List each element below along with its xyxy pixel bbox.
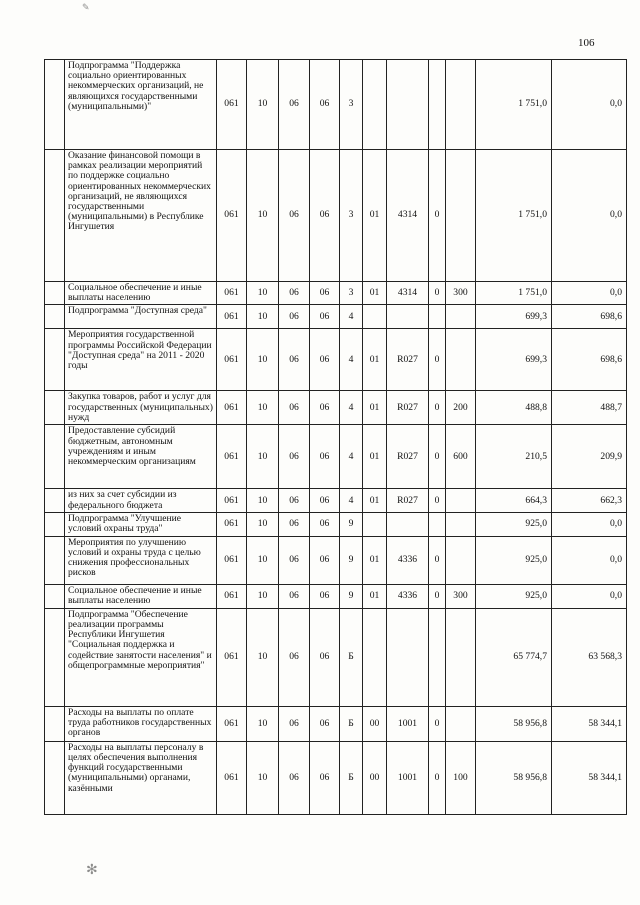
code-cell-c9: 600 <box>446 425 476 489</box>
code-cell-c6: 01 <box>363 150 387 282</box>
amount-cell-v2: 488,7 <box>552 391 627 425</box>
table-row <box>45 282 627 305</box>
blank-cell <box>45 512 65 536</box>
code-cell-c6: 01 <box>363 282 387 305</box>
code-cell-c5: 4 <box>340 489 363 512</box>
code-cell-c6: 01 <box>363 489 387 512</box>
code-cell-c1: 061 <box>217 282 247 305</box>
code-cell-c9: 300 <box>446 584 476 608</box>
item-name-cell: Закупка товаров, работ и услуг для государственных (муниципальных) нужд <box>65 391 217 425</box>
code-cell-c3: 06 <box>279 305 310 329</box>
blank-cell <box>45 536 65 584</box>
table-row <box>45 391 627 425</box>
code-cell-c7 <box>387 305 429 329</box>
item-name-cell: Подпрограмма "Улучшение условий охраны труда" <box>65 512 217 536</box>
code-cell-c3: 06 <box>279 584 310 608</box>
code-cell-c1: 061 <box>217 489 247 512</box>
code-cell-c1: 061 <box>217 584 247 608</box>
code-cell-c9: 200 <box>446 391 476 425</box>
code-cell-c7 <box>387 512 429 536</box>
code-cell-c6 <box>363 305 387 329</box>
amount-cell-v2: 58 344,1 <box>552 706 627 741</box>
code-cell-c8: 0 <box>429 536 446 584</box>
code-cell-c6 <box>363 608 387 706</box>
table-row <box>45 706 627 741</box>
code-cell-c9: 300 <box>446 282 476 305</box>
code-cell-c2: 10 <box>247 282 279 305</box>
code-cell-c8: 0 <box>429 489 446 512</box>
code-cell-c3: 06 <box>279 741 310 814</box>
table-row <box>45 512 627 536</box>
code-cell-c1: 061 <box>217 305 247 329</box>
blank-cell <box>45 391 65 425</box>
code-cell-c5: Б <box>340 741 363 814</box>
amount-cell-v1: 1 751,0 <box>476 150 552 282</box>
amount-cell-v2: 0,0 <box>552 60 627 150</box>
amount-cell-v2: 0,0 <box>552 150 627 282</box>
code-cell-c7: 1001 <box>387 741 429 814</box>
code-cell-c3: 06 <box>279 489 310 512</box>
item-name-cell: Расходы на выплаты по оплате труда работников государственных органов <box>65 706 217 741</box>
blank-cell <box>45 305 65 329</box>
code-cell-c7: R027 <box>387 391 429 425</box>
code-cell-c3: 06 <box>279 282 310 305</box>
code-cell-c1: 061 <box>217 741 247 814</box>
code-cell-c9 <box>446 608 476 706</box>
code-cell-c8: 0 <box>429 706 446 741</box>
code-cell-c6: 01 <box>363 536 387 584</box>
code-cell-c6: 00 <box>363 706 387 741</box>
code-cell-c9 <box>446 150 476 282</box>
code-cell-c2: 10 <box>247 391 279 425</box>
amount-cell-v2: 662,3 <box>552 489 627 512</box>
code-cell-c1: 061 <box>217 512 247 536</box>
code-cell-c3: 06 <box>279 608 310 706</box>
code-cell-c3: 06 <box>279 425 310 489</box>
code-cell-c3: 06 <box>279 706 310 741</box>
code-cell-c7: 4336 <box>387 584 429 608</box>
code-cell-c7 <box>387 608 429 706</box>
item-name-cell: Подпрограмма "Доступная среда" <box>65 305 217 329</box>
amount-cell-v2: 58 344,1 <box>552 741 627 814</box>
item-name-cell: Мероприятия по улучшению условий и охраны труда с целью снижения профессиональных рисков <box>65 536 217 584</box>
item-name-cell: Подпрограмма "Обеспечение реализации программы Республики Ингушетия "Социальная поддержка и содействие занятости населения" и общепрограммные мероприятия" <box>65 608 217 706</box>
code-cell-c2: 10 <box>247 584 279 608</box>
blank-cell <box>45 706 65 741</box>
code-cell-c2: 10 <box>247 425 279 489</box>
code-cell-c4: 06 <box>310 512 340 536</box>
code-cell-c7: 4314 <box>387 282 429 305</box>
scan-mark-bottom: ✻ <box>86 863 98 878</box>
code-cell-c1: 061 <box>217 150 247 282</box>
code-cell-c8 <box>429 512 446 536</box>
code-cell-c4: 06 <box>310 150 340 282</box>
code-cell-c2: 10 <box>247 741 279 814</box>
amount-cell-v1: 699,3 <box>476 305 552 329</box>
blank-cell <box>45 60 65 150</box>
amount-cell-v2: 698,6 <box>552 329 627 391</box>
code-cell-c5: 9 <box>340 512 363 536</box>
page-number: 106 <box>578 37 595 49</box>
code-cell-c4: 06 <box>310 741 340 814</box>
item-name-cell: Подпрограмма "Поддержка социально ориентированных некоммерческих организаций, не являющихся государственными (муниципальными)" <box>65 60 217 150</box>
item-name-cell: Социальное обеспечение и иные выплаты населению <box>65 282 217 305</box>
amount-cell-v2: 209,9 <box>552 425 627 489</box>
amount-cell-v1: 1 751,0 <box>476 60 552 150</box>
blank-cell <box>45 425 65 489</box>
code-cell-c8: 0 <box>429 425 446 489</box>
code-cell-c2: 10 <box>247 706 279 741</box>
code-cell-c9 <box>446 706 476 741</box>
code-cell-c8: 0 <box>429 584 446 608</box>
code-cell-c5: 9 <box>340 584 363 608</box>
code-cell-c8: 0 <box>429 391 446 425</box>
amount-cell-v2: 0,0 <box>552 584 627 608</box>
code-cell-c2: 10 <box>247 150 279 282</box>
amount-cell-v2: 0,0 <box>552 536 627 584</box>
code-cell-c9: 100 <box>446 741 476 814</box>
code-cell-c1: 061 <box>217 536 247 584</box>
amount-cell-v2: 0,0 <box>552 282 627 305</box>
code-cell-c7: R027 <box>387 489 429 512</box>
code-cell-c8 <box>429 608 446 706</box>
code-cell-c2: 10 <box>247 329 279 391</box>
code-cell-c3: 06 <box>279 512 310 536</box>
code-cell-c4: 06 <box>310 305 340 329</box>
code-cell-c4: 06 <box>310 391 340 425</box>
code-cell-c4: 06 <box>310 60 340 150</box>
amount-cell-v1: 1 751,0 <box>476 282 552 305</box>
code-cell-c5: 4 <box>340 329 363 391</box>
amount-cell-v1: 664,3 <box>476 489 552 512</box>
blank-cell <box>45 489 65 512</box>
code-cell-c4: 06 <box>310 282 340 305</box>
table-row <box>45 584 627 608</box>
item-name-cell: из них за счет субсидии из федерального бюджета <box>65 489 217 512</box>
code-cell-c1: 061 <box>217 425 247 489</box>
code-cell-c8: 0 <box>429 282 446 305</box>
code-cell-c6: 01 <box>363 329 387 391</box>
code-cell-c1: 061 <box>217 706 247 741</box>
code-cell-c6: 01 <box>363 425 387 489</box>
table-row <box>45 425 627 489</box>
amount-cell-v1: 699,3 <box>476 329 552 391</box>
code-cell-c5: 4 <box>340 425 363 489</box>
code-cell-c4: 06 <box>310 608 340 706</box>
item-name-cell: Мероприятия государственной программы Российской Федерации "Доступная среда" на 2011 - 2020 годы <box>65 329 217 391</box>
table-row <box>45 305 627 329</box>
amount-cell-v1: 58 956,8 <box>476 741 552 814</box>
amount-cell-v2: 0,0 <box>552 512 627 536</box>
table-row <box>45 489 627 512</box>
code-cell-c1: 061 <box>217 391 247 425</box>
code-cell-c1: 061 <box>217 608 247 706</box>
code-cell-c5: Б <box>340 706 363 741</box>
amount-cell-v1: 925,0 <box>476 584 552 608</box>
amount-cell-v1: 58 956,8 <box>476 706 552 741</box>
code-cell-c2: 10 <box>247 489 279 512</box>
code-cell-c9 <box>446 60 476 150</box>
blank-cell <box>45 741 65 814</box>
table-row <box>45 150 627 282</box>
code-cell-c4: 06 <box>310 425 340 489</box>
code-cell-c6: 01 <box>363 391 387 425</box>
blank-cell <box>45 282 65 305</box>
code-cell-c4: 06 <box>310 584 340 608</box>
table-row <box>45 608 627 706</box>
code-cell-c5: 9 <box>340 536 363 584</box>
table-row <box>45 536 627 584</box>
code-cell-c3: 06 <box>279 536 310 584</box>
table-body <box>45 60 627 815</box>
budget-table <box>44 59 627 815</box>
item-name-cell: Оказание финансовой помощи в рамках реализации мероприятий по поддержке социально ориентированных некоммерческих организаций, не являющихся государственными (муниципальными) в Республике Ингушетия <box>65 150 217 282</box>
code-cell-c6: 01 <box>363 584 387 608</box>
amount-cell-v1: 488,8 <box>476 391 552 425</box>
amount-cell-v1: 65 774,7 <box>476 608 552 706</box>
scan-mark-top: ✎ <box>82 2 90 12</box>
code-cell-c4: 06 <box>310 536 340 584</box>
code-cell-c2: 10 <box>247 512 279 536</box>
code-cell-c9 <box>446 489 476 512</box>
code-cell-c9 <box>446 512 476 536</box>
code-cell-c9 <box>446 536 476 584</box>
code-cell-c7: 4314 <box>387 150 429 282</box>
code-cell-c5: 3 <box>340 282 363 305</box>
code-cell-c7 <box>387 60 429 150</box>
code-cell-c8 <box>429 60 446 150</box>
code-cell-c8: 0 <box>429 741 446 814</box>
code-cell-c9 <box>446 305 476 329</box>
code-cell-c6: 00 <box>363 741 387 814</box>
code-cell-c8 <box>429 305 446 329</box>
code-cell-c8: 0 <box>429 329 446 391</box>
item-name-cell: Социальное обеспечение и иные выплаты населению <box>65 584 217 608</box>
amount-cell-v1: 210,5 <box>476 425 552 489</box>
code-cell-c7: 1001 <box>387 706 429 741</box>
blank-cell <box>45 329 65 391</box>
table-row <box>45 60 627 150</box>
code-cell-c5: 4 <box>340 391 363 425</box>
code-cell-c3: 06 <box>279 391 310 425</box>
amount-cell-v2: 63 568,3 <box>552 608 627 706</box>
code-cell-c2: 10 <box>247 60 279 150</box>
code-cell-c2: 10 <box>247 536 279 584</box>
code-cell-c5: 4 <box>340 305 363 329</box>
code-cell-c9 <box>446 329 476 391</box>
code-cell-c1: 061 <box>217 60 247 150</box>
code-cell-c4: 06 <box>310 706 340 741</box>
blank-cell <box>45 608 65 706</box>
blank-cell <box>45 150 65 282</box>
code-cell-c8: 0 <box>429 150 446 282</box>
code-cell-c6 <box>363 60 387 150</box>
code-cell-c5: 3 <box>340 150 363 282</box>
code-cell-c6 <box>363 512 387 536</box>
code-cell-c4: 06 <box>310 329 340 391</box>
code-cell-c2: 10 <box>247 608 279 706</box>
amount-cell-v2: 698,6 <box>552 305 627 329</box>
code-cell-c4: 06 <box>310 489 340 512</box>
code-cell-c3: 06 <box>279 60 310 150</box>
item-name-cell: Предоставление субсидий бюджетным, автономным учреждениям и иным некоммерческим организациям <box>65 425 217 489</box>
blank-cell <box>45 584 65 608</box>
code-cell-c2: 10 <box>247 305 279 329</box>
item-name-cell: Расходы на выплаты персоналу в целях обеспечения выполнения функций государственными (муниципальными) органами, казёнными <box>65 741 217 814</box>
code-cell-c3: 06 <box>279 150 310 282</box>
amount-cell-v1: 925,0 <box>476 512 552 536</box>
code-cell-c5: 3 <box>340 60 363 150</box>
amount-cell-v1: 925,0 <box>476 536 552 584</box>
code-cell-c7: R027 <box>387 329 429 391</box>
code-cell-c7: 4336 <box>387 536 429 584</box>
code-cell-c5: Б <box>340 608 363 706</box>
code-cell-c1: 061 <box>217 329 247 391</box>
code-cell-c7: R027 <box>387 425 429 489</box>
table-row <box>45 741 627 814</box>
table-row <box>45 329 627 391</box>
code-cell-c3: 06 <box>279 329 310 391</box>
